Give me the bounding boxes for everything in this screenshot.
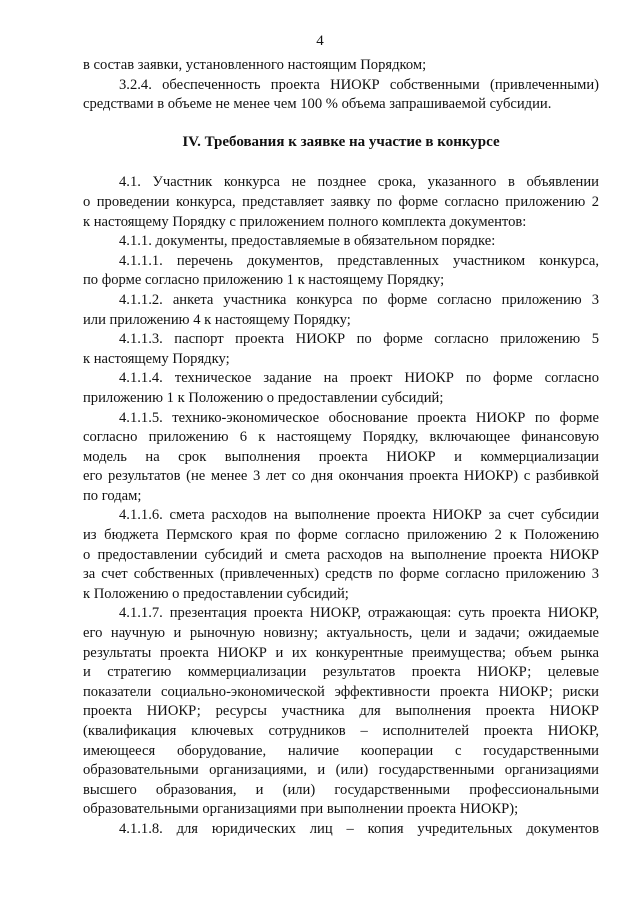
- text-line: модель на срок выполнения проекта НИОКР и коммерциализации: [83, 448, 599, 465]
- text-line: средствами в объеме не менее чем 100 % объема запрашиваемой субсидии.: [83, 96, 552, 113]
- text-line: результаты проекта НИОКР и их конкурентные преимущества; объем рынка: [83, 644, 599, 661]
- text-line: приложению 1 к Положению о предоставлении субсидий;: [83, 389, 444, 406]
- text-line: проекта НИОКР; ресурсы участника для выполнения проекта НИОКР: [83, 703, 599, 720]
- document-body: [83, 56, 599, 840]
- text-line: из бюджета Пермского края по форме согласно приложению 2 к Положению: [83, 527, 599, 544]
- section-heading: IV. Требования к заявке на участие в конкурсе: [182, 133, 500, 150]
- text-line: 4.1.1. документы, предоставляемые в обязательном порядке:: [119, 233, 496, 250]
- text-line: 4.1.1.7. презентация проекта НИОКР, отражающая: суть проекта НИОКР,: [119, 605, 599, 622]
- text-line: согласно приложению 6 к настоящему Порядку, включающее финансовую: [83, 429, 599, 446]
- text-line: в состав заявки, установленного настоящим Порядком;: [83, 57, 427, 73]
- text-line: или приложению 4 к настоящему Порядку;: [83, 311, 351, 328]
- text-line: 4.1.1.5. технико-экономическое обоснование проекта НИОКР по форме: [119, 409, 599, 426]
- text-line: 4.1.1.1. перечень документов, представленных участником конкурса,: [119, 252, 599, 269]
- text-line: 4.1. Участник конкурса не позднее срока, указанного в объявлении: [119, 174, 599, 191]
- text-line: 4.1.1.4. техническое задание на проект НИОКР по форме согласно: [119, 370, 599, 387]
- text-line: (квалификация ключевых сотрудников – исполнителей проекта НИОКР,: [83, 723, 599, 739]
- text-line: по форме согласно приложению 1 к настоящему Порядку;: [83, 272, 445, 289]
- spacer: [83, 115, 599, 133]
- text-line: 4.1.1.2. анкета участника конкурса по форме согласно приложению 3: [119, 291, 599, 308]
- text-line: о проведении конкурса, представляет заявку по форме согласно приложению 2: [83, 193, 599, 210]
- text-line: показатели социально-экономической эффективности проекта НИОКР; риски: [83, 683, 599, 700]
- text-line: 3.2.4. обеспеченность проекта НИОКР собственными (привлеченными): [119, 76, 599, 93]
- text-line: его научную и рыночную новизну; актуальность, цели и задачи; ожидаемые: [83, 625, 599, 642]
- spacer: [83, 152, 599, 173]
- text-line: к настоящему Порядку;: [83, 350, 230, 367]
- text-line: к настоящему Порядку с приложением полного комплекта документов:: [83, 213, 527, 230]
- text-line: о предоставлении субсидий и смета расходов на выполнение проекта НИОКР: [83, 546, 599, 563]
- text-line: к Положению о предоставлении субсидий;: [83, 585, 349, 602]
- text-line: образовательными организациями, и (или) государственными организациями: [83, 762, 599, 779]
- text-line: 4.1.1.3. паспорт проекта НИОКР по форме согласно приложению 5: [119, 331, 599, 348]
- text-line: его результатов (не менее 3 лет со дня окончания проекта НИОКР) с разбивкой: [83, 468, 599, 485]
- text-line: за счет собственных (привлеченных) средств по форме согласно приложению 3: [83, 566, 599, 583]
- text-line: 4.1.1.8. для юридических лиц – копия учредительных документов: [119, 820, 599, 837]
- text-line: имеющееся оборудование, наличие кооперации с государственными: [83, 742, 599, 759]
- text-line: образовательными организациями при выполнении проекта НИОКР);: [83, 801, 519, 818]
- text-line: и стратегию коммерциализации результатов проекта НИОКР; целевые: [83, 664, 599, 681]
- text-line: высшего образования, и (или) государственными профессиональными: [83, 781, 599, 798]
- page-number: 4: [316, 33, 324, 49]
- text-line: по годам;: [83, 487, 142, 504]
- text-line: 4.1.1.6. смета расходов на выполнение проекта НИОКР за счет субсидии: [119, 507, 599, 524]
